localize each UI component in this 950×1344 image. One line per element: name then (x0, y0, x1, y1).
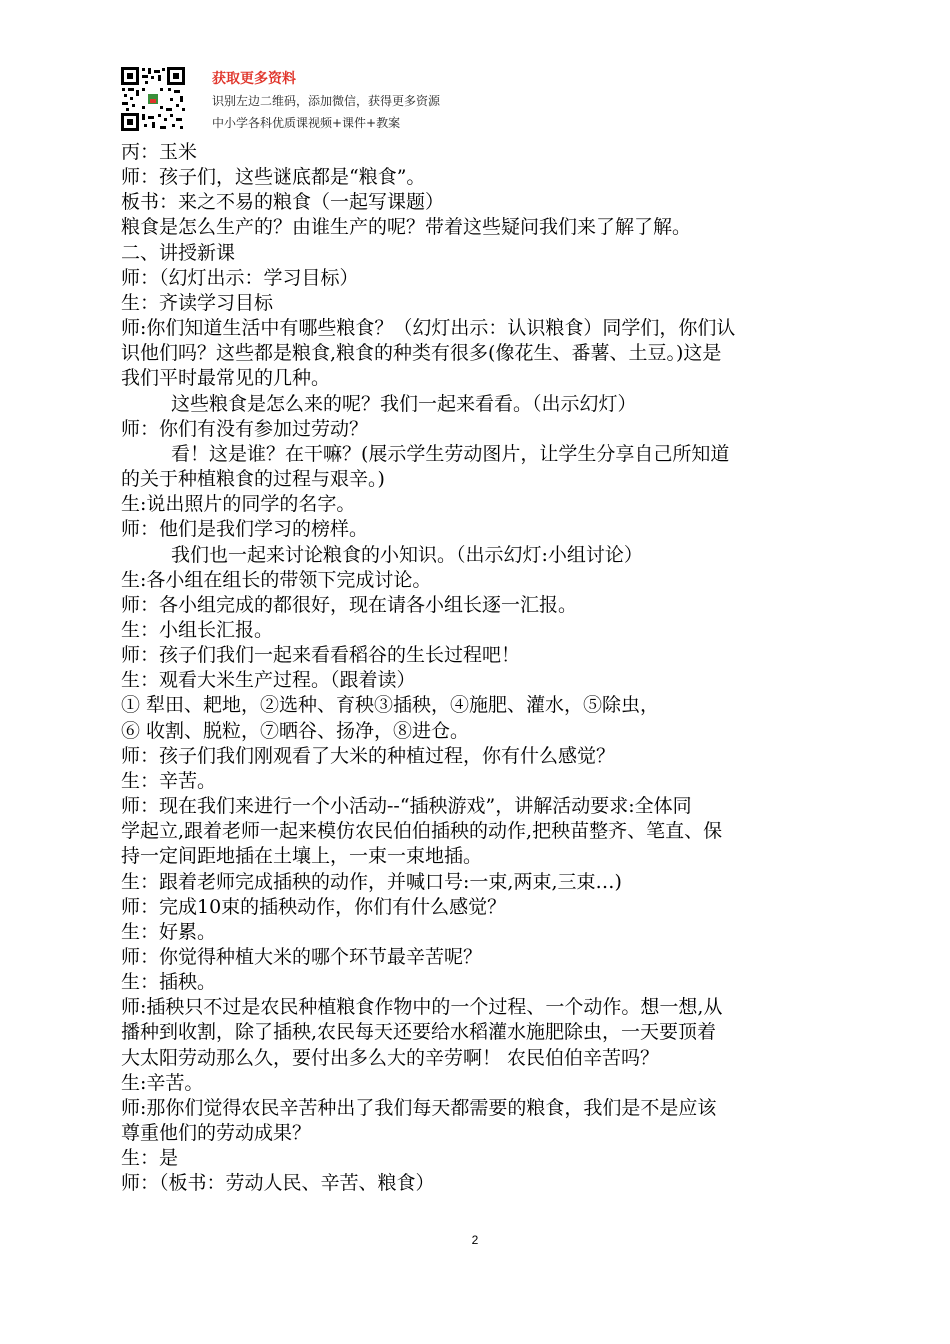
text-line: 师：孩子们，这些谜底都是“粮食”。 (121, 166, 426, 189)
text-line: 丙：玉米 (121, 141, 198, 163)
text-line: 师：他们是我们学习的榜样。 (121, 518, 369, 541)
text-line: 生：小组长汇报。 (121, 618, 274, 641)
text-line: 生：齐读学习目标 (121, 291, 274, 314)
text-line: 生：好累。 (121, 920, 217, 943)
qr-code-icon (120, 66, 186, 132)
text-line: 师：各小组完成的都很好，现在请各小组长逐一汇报。 (121, 593, 578, 616)
text-line: 大太阳劳动那么久，要付出多么大的辛劳啊！ 农民伯伯辛苦吗？ (121, 1046, 660, 1069)
text-line: 尊重他们的劳动成果？ (121, 1122, 312, 1145)
text-line: 识他们吗？这些都是粮食,粮食的种类有很多(像花生、番薯、土豆。)这是 (121, 342, 722, 365)
text-line: 生：插秧。 (121, 971, 217, 994)
text-line: 师:插秧只不过是农民种植粮食作物中的一个过程、一个动作。想一想,从 (121, 996, 723, 1019)
text-line: 师:你们知道生活中有哪些粮食？（幻灯出示：认识粮食）同学们，你们认 (121, 317, 736, 340)
text-line: 生:说出照片的同学的名字。 (121, 493, 356, 516)
text-line: 粮食是怎么生产的？由谁生产的呢？带着这些疑问我们来了解了解。 (121, 216, 692, 239)
text-line: 生：是 (121, 1147, 179, 1170)
text-line: 师：完成10束的插秧动作，你们有什么感觉？ (121, 895, 507, 918)
promo-resources: 中小学各科优质课视频+课件+教案 (212, 116, 401, 130)
text-line: 的关于种植粮食的过程与艰辛。) (121, 468, 385, 491)
lesson-body (121, 140, 833, 1197)
text-line: 看！这是谁？在干嘛？(展示学生劳动图片，让学生分享自己所知道 (171, 442, 730, 465)
promo-instruction: 识别左边二维码，添加微信，获得更多资源 (212, 94, 441, 108)
text-line: 生：观看大米生产过程。（跟着读） (121, 669, 416, 692)
text-line: ⑥ 收割、脱粒，⑦晒谷、扬净，⑧进仓。 (121, 719, 470, 742)
section-heading: 二、讲授新课 (121, 241, 236, 264)
text-line: 学起立,跟着老师一起来模仿农民伯伯插秧的动作,把秧苗整齐、笔直、保 (121, 820, 723, 843)
text-line: 师：（幻灯出示：学习目标） (121, 266, 359, 289)
text-line: 我们也一起来讨论粮食的小知识。（出示幻灯:小组讨论） (171, 543, 643, 566)
text-line: 师：（板书：劳动人民、辛苦、粮食） (121, 1172, 435, 1195)
text-line: 师：你觉得种植大米的哪个环节最辛苦呢？ (121, 946, 483, 968)
text-line: 师：孩子们我们一起来看看稻谷的生长过程吧！ (121, 644, 521, 667)
text-line: 师：孩子们我们刚观看了大米的种植过程，你有什么感觉？ (121, 744, 616, 767)
text-line: 板书：来之不易的粮食（一起写课题） (121, 191, 445, 214)
page-number: 2 (471, 1233, 479, 1247)
text-line: 师:那你们觉得农民辛苦种出了我们每天都需要的粮食，我们是不是应该 (121, 1096, 717, 1119)
text-line: 持一定间距地插在土壤上，一束一束地插。 (121, 845, 483, 868)
text-line: 生：跟着老师完成插秧的动作，并喊口号:一束,两束,三束…) (121, 870, 622, 893)
text-line: 我们平时最常见的几种。 (121, 367, 331, 390)
text-line: ① 犁田、耙地，②选种、育秧③插秧，④施肥、灌水，⑤除虫， (121, 694, 660, 717)
text-line: 生:各小组在组长的带领下完成讨论。 (121, 568, 432, 591)
text-line: 生：辛苦。 (121, 769, 217, 792)
text-line: 师：你们有没有参加过劳动？ (121, 417, 369, 440)
text-line: 这些粮食是怎么来的呢？我们一起来看看。（出示幻灯） (171, 392, 637, 415)
promo-title: 获取更多资料 (212, 71, 296, 87)
text-line: 播种到收割，除了插秧,农民每天还要给水稻灌水施肥除虫，一天要顶着 (121, 1021, 717, 1044)
text-line: 师：现在我们来进行一个小活动--“插秧游戏”，讲解活动要求:全体同 (121, 795, 692, 818)
text-line: 生:辛苦。 (121, 1071, 204, 1094)
